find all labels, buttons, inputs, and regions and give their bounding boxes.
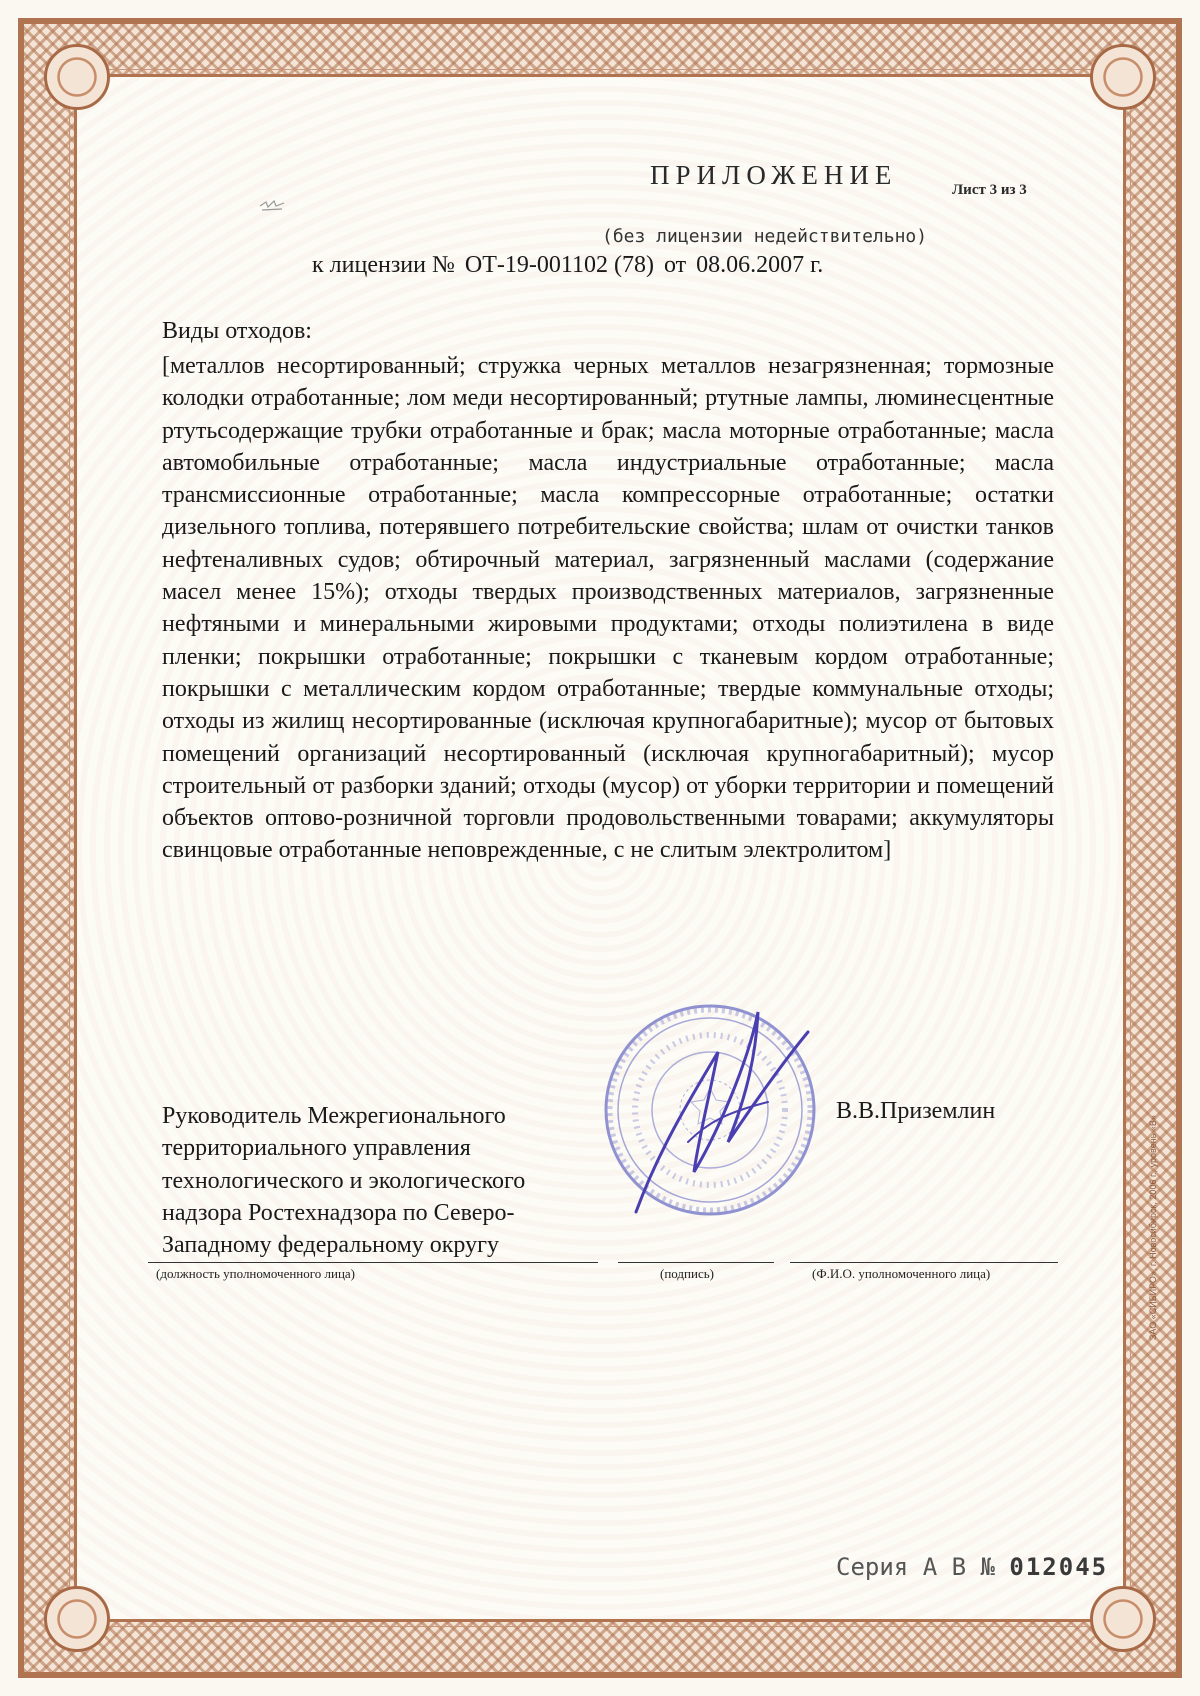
handwritten-signature-icon: [598, 992, 848, 1232]
signature-caption: (подпись): [660, 1266, 714, 1281]
form-serial: [836, 1553, 1108, 1581]
license-date-prefix: от: [663, 252, 687, 278]
validity-note: (без лицензии недействительно): [602, 226, 928, 247]
serial-label: Серия А В №: [836, 1553, 995, 1581]
license-prefix: к лицензии №: [312, 252, 455, 278]
position-underline: [148, 1262, 598, 1263]
position-caption: (должность уполномоченного лица): [156, 1266, 356, 1281]
corner-ornament: [44, 1586, 110, 1652]
document-title: ПРИЛОЖЕНИЕ: [650, 160, 898, 190]
license-reference: [312, 252, 827, 279]
license-number: ОТ-19-001102 (78): [464, 252, 654, 278]
serial-number: 012045: [1009, 1553, 1109, 1581]
waste-types-heading: Виды отходов:: [162, 318, 312, 344]
pencil-mark: [258, 198, 288, 212]
corner-ornament: [1090, 1586, 1156, 1652]
name-caption: (Ф.И.О. уполномоченного лица): [812, 1266, 991, 1281]
license-date: 08.06.2007 г.: [696, 252, 824, 278]
printer-imprint: ЗАО «СИБИРО», г. Новосибирск, 2006 г., уровень «В»: [1148, 1115, 1158, 1340]
name-underline: [790, 1262, 1058, 1263]
sheet-number: Лист 3 из 3: [952, 182, 1027, 198]
corner-ornament: [44, 44, 110, 110]
signature-underline: [618, 1262, 774, 1263]
corner-ornament: [1090, 44, 1156, 110]
signatory-position: Руководитель Межрегионального территориального управления технологического и экологического надзора Ростехнадзора по Северо- Западному федеральному округу: [162, 1103, 526, 1259]
signatory-name: В.В.Приземлин: [836, 1098, 996, 1124]
waste-types-list: [металлов несортированный; стружка черных металлов незагрязненная; тормозные колодки отработанные; лом меди несортированный; ртутные лампы, люминесцентные ртутьсодержащие трубки отработанные и брак; масла моторные отработанные; масла автомобильные отработанные; масла индустриальные отработанные; масла трансмиссионные отработанные; масла компрессорные отработанные; остатки дизельного топлива, потерявшего потребительские свойства; шлам от очистки танков нефтеналивных судов; обтирочный материал, загрязненный маслами (содержание масел менее 15%); отходы твердых производственных материалов, загрязненные нефтяными и минеральными жировыми продуктами; отходы полиэтилена в виде пленки; покрышки отработанные; покрышки с тканевым кордом отработанные; покрышки с металлическим кордом отработанные; твердые коммунальные отходы; отходы из жилищ несортированные (исключая крупногабаритные); мусор от бытовых помещений организаций несортированный (исключая крупногабаритный); мусор строительный от разборки зданий; отходы (мусор) от уборки территории и помещений объектов оптово-розничной торговли продовольственными товарами; аккумуляторы свинцовые отработанные неповрежденные, с не слитым электролитом]: [162, 353, 1054, 864]
